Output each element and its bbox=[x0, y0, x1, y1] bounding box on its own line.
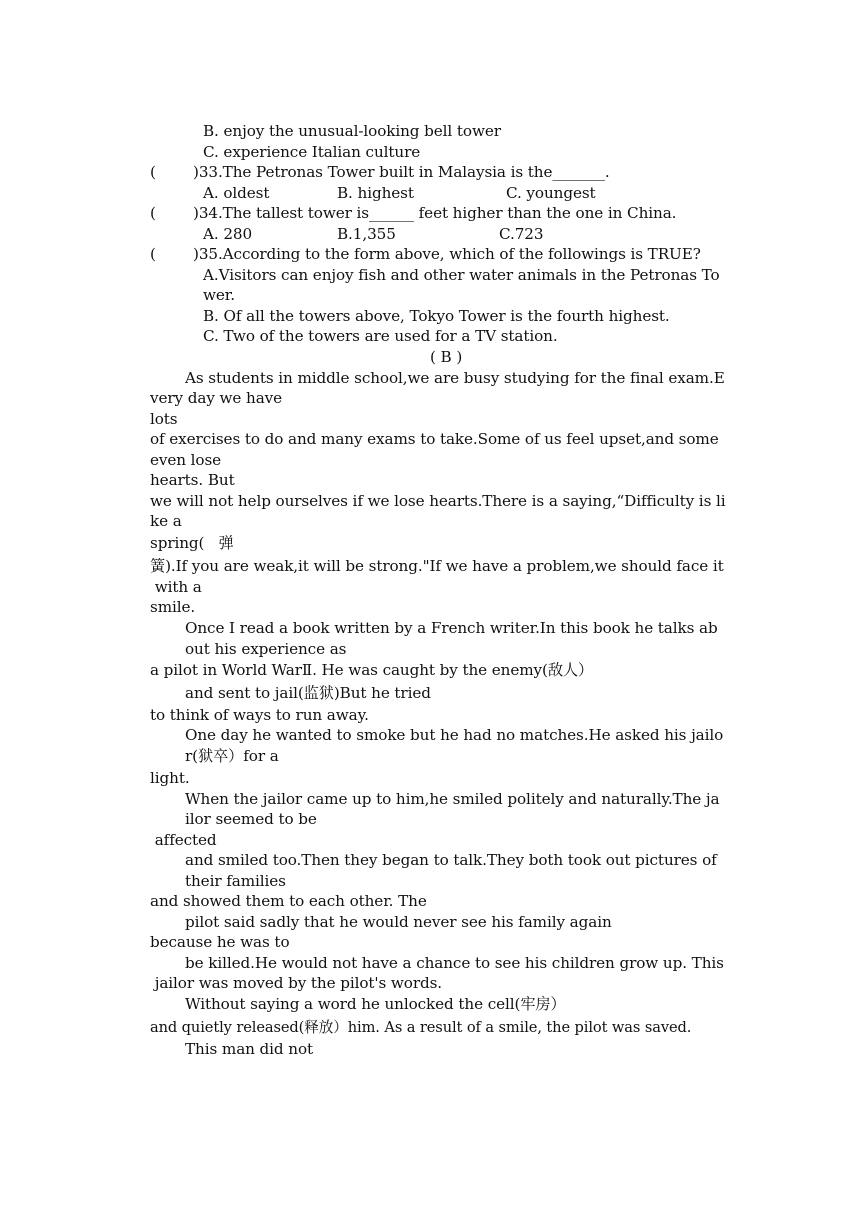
option-34-a: A. 280 bbox=[203, 225, 253, 243]
option-32-b: B. enjoy the unusual-looking bell tower bbox=[203, 122, 501, 140]
passage-line: even lose bbox=[150, 451, 222, 469]
passage-line: ke a bbox=[150, 512, 182, 530]
passage-line: light. bbox=[150, 769, 190, 787]
passage-line: be killed.He would not have a chance to see his children grow up. This bbox=[185, 954, 724, 972]
passage-line: their families bbox=[185, 872, 286, 890]
passage-line: One day he wanted to smoke but he had no matches.He asked his jailo bbox=[185, 726, 724, 744]
option-33-c: C. youngest bbox=[506, 184, 596, 202]
passage-line: pilot said sadly that he would never see his family again bbox=[185, 913, 612, 931]
passage-line: because he was to bbox=[150, 933, 290, 951]
passage-line: When the jailor came up to him,he smiled politely and naturally.The ja bbox=[185, 790, 720, 808]
passage-line: and showed them to each other. The bbox=[150, 892, 427, 910]
passage-line: ilor seemed to be bbox=[185, 810, 317, 828]
option-34-c: C.723 bbox=[499, 225, 544, 243]
passage-line: with a bbox=[150, 578, 202, 596]
passage-line: and sent to jail(监狱)But he tried bbox=[185, 684, 431, 702]
passage-line: of exercises to do and many exams to take.Some of us feel upset,and some bbox=[150, 430, 719, 448]
passage-line: r(狱卒）for a bbox=[185, 747, 279, 765]
answer-paren-35: ( bbox=[150, 245, 156, 263]
answer-paren-34: ( bbox=[150, 204, 156, 222]
section-b-heading: ( B ) bbox=[430, 348, 463, 366]
option-35-c: C. Two of the towers are used for a TV station. bbox=[203, 327, 558, 345]
passage-line: we will not help ourselves if we lose hearts.There is a saying,“Difficulty is li bbox=[150, 492, 726, 510]
option-33-a: A. oldest bbox=[203, 184, 270, 202]
passage-line: to think of ways to run away. bbox=[150, 706, 369, 724]
passage-line: spring( 弹 bbox=[150, 534, 234, 552]
passage-line: As students in middle school,we are busy studying for the final exam.E bbox=[185, 369, 725, 387]
option-33-b: B. highest bbox=[337, 184, 414, 202]
passage-line: and quietly released(释放）him. As a result of a smile, the pilot was saved. bbox=[150, 1019, 692, 1036]
passage-line: Without saying a word he unlocked the cell(牢房） bbox=[185, 995, 566, 1013]
passage-line: hearts. But bbox=[150, 471, 235, 489]
passage-line: This man did not bbox=[185, 1040, 314, 1058]
passage-line: and smiled too.Then they began to talk.They both took out pictures of bbox=[185, 851, 717, 869]
passage-line: out his experience as bbox=[185, 640, 347, 658]
passage-line: Once I read a book written by a French writer.In this book he talks ab bbox=[185, 619, 718, 637]
passage-line: a pilot in World WarⅡ. He was caught by the enemy(敌人） bbox=[150, 661, 594, 679]
option-34-b: B.1,355 bbox=[337, 225, 396, 243]
passage-line: affected bbox=[150, 831, 217, 849]
option-32-c: C. experience Italian culture bbox=[203, 143, 421, 161]
passage-line: 簧).If you are weak,it will be strong."If we have a problem,we should face it bbox=[150, 557, 724, 575]
passage-line: smile. bbox=[150, 598, 196, 616]
question-33-stem: )33.The Petronas Tower built in Malaysia is the_______. bbox=[193, 163, 610, 181]
option-35-a-cont: wer. bbox=[203, 286, 236, 304]
passage-line: lots bbox=[150, 410, 178, 428]
passage-line: very day we have bbox=[150, 389, 283, 407]
question-34-stem: )34.The tallest tower is______ feet higher than the one in China. bbox=[193, 204, 677, 222]
question-35-stem: )35.According to the form above, which of the followings is TRUE? bbox=[193, 245, 701, 263]
answer-paren-33: ( bbox=[150, 163, 156, 181]
passage-line: jailor was moved by the pilot's words. bbox=[150, 974, 443, 992]
option-35-b: B. Of all the towers above, Tokyo Tower is the fourth highest. bbox=[203, 307, 670, 325]
option-35-a: A.Visitors can enjoy fish and other water animals in the Petronas To bbox=[203, 266, 720, 284]
